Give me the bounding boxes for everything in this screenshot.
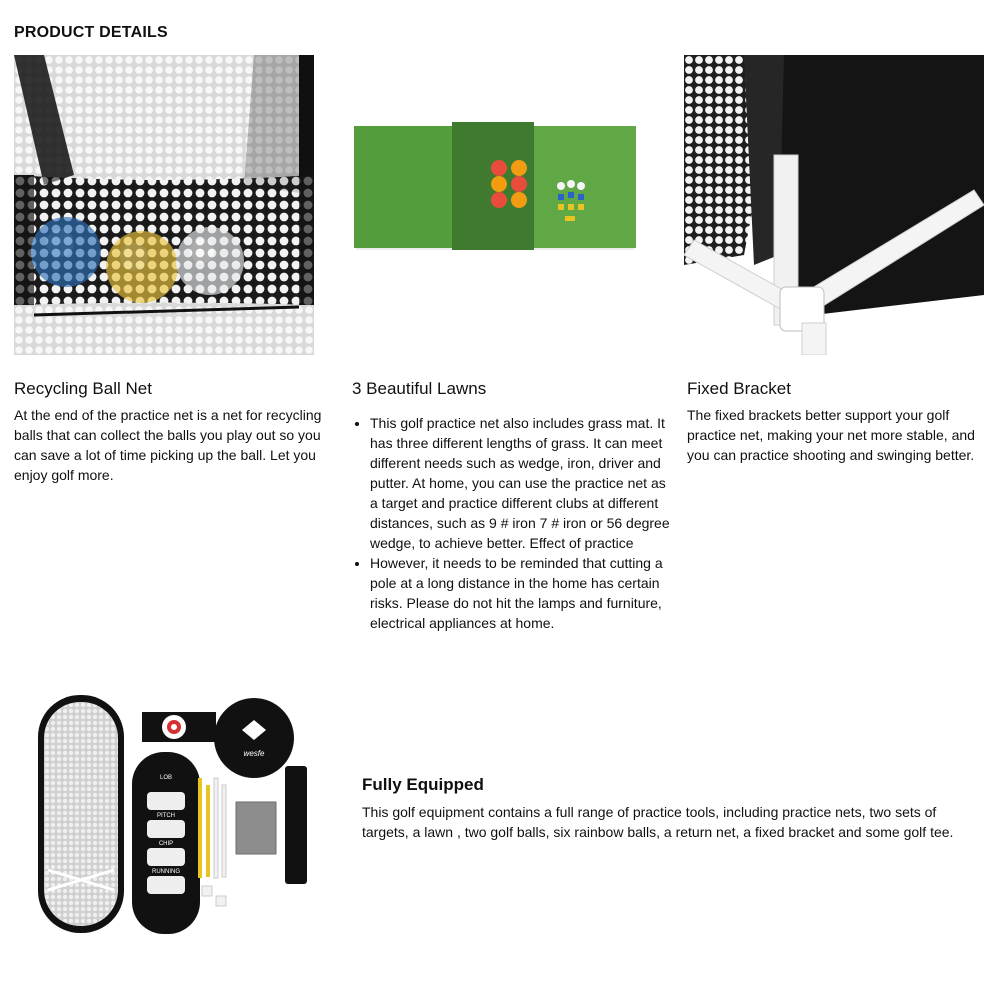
fully-equipped-text: This golf equipment contains a full range of practice tools, including practice nets, two sets of targets, a lawn , two golf balls, six rainbow balls, a return net, a fixed bracket and some golf tee. (362, 804, 954, 840)
recycling-ball-net-text: At the end of the practice net is a net for recycling balls that can collect the balls you play out so you can save a lot of time picking up the ball. Let you enjoy golf more. (14, 407, 322, 483)
list-item: • This golf practice net also includes grass mat. It has three different lengths of grass. It can meet different needs such as wedge, iron, driver and putter. At home, you can use the practice net as a target and practice different clubs at different distances, such as 9 # iron 7 # iron or 56 degree wedge, to achieve better. Effect of practice (370, 413, 670, 553)
beautiful-lawns-title: 3 Beautiful Lawns (352, 379, 487, 398)
beautiful-lawns-list (354, 413, 670, 633)
fixed-bracket-text: The fixed brackets better support your golf practice net, making your net more stable, and you can practice shooting and swinging better. (687, 407, 975, 463)
full-kit-image (14, 690, 314, 940)
kit-label-lob: LOB (159, 775, 173, 781)
kit-label-brand: wesfe (243, 749, 265, 758)
fixed-bracket-title: Fixed Bracket (687, 379, 791, 398)
kit-label-running: RUNNING (152, 869, 180, 875)
list-item: • However, it needs to be reminded that cutting a pole at a long distance in the home has certain risks. Please do not hit the lamps and furniture, electrical appliances at home. (370, 553, 670, 633)
recycling-ball-net-title: Recycling Ball Net (14, 379, 152, 398)
recycling-ball-net-image (14, 55, 314, 355)
grass-mat-image (352, 120, 638, 255)
section-title: PRODUCT DETAILS (14, 24, 168, 41)
kit-label-pitch: PITCH (157, 813, 175, 819)
kit-label-chip: CHIP (158, 841, 174, 847)
fully-equipped-title: Fully Equipped (362, 775, 484, 794)
fixed-bracket-image (684, 55, 984, 355)
